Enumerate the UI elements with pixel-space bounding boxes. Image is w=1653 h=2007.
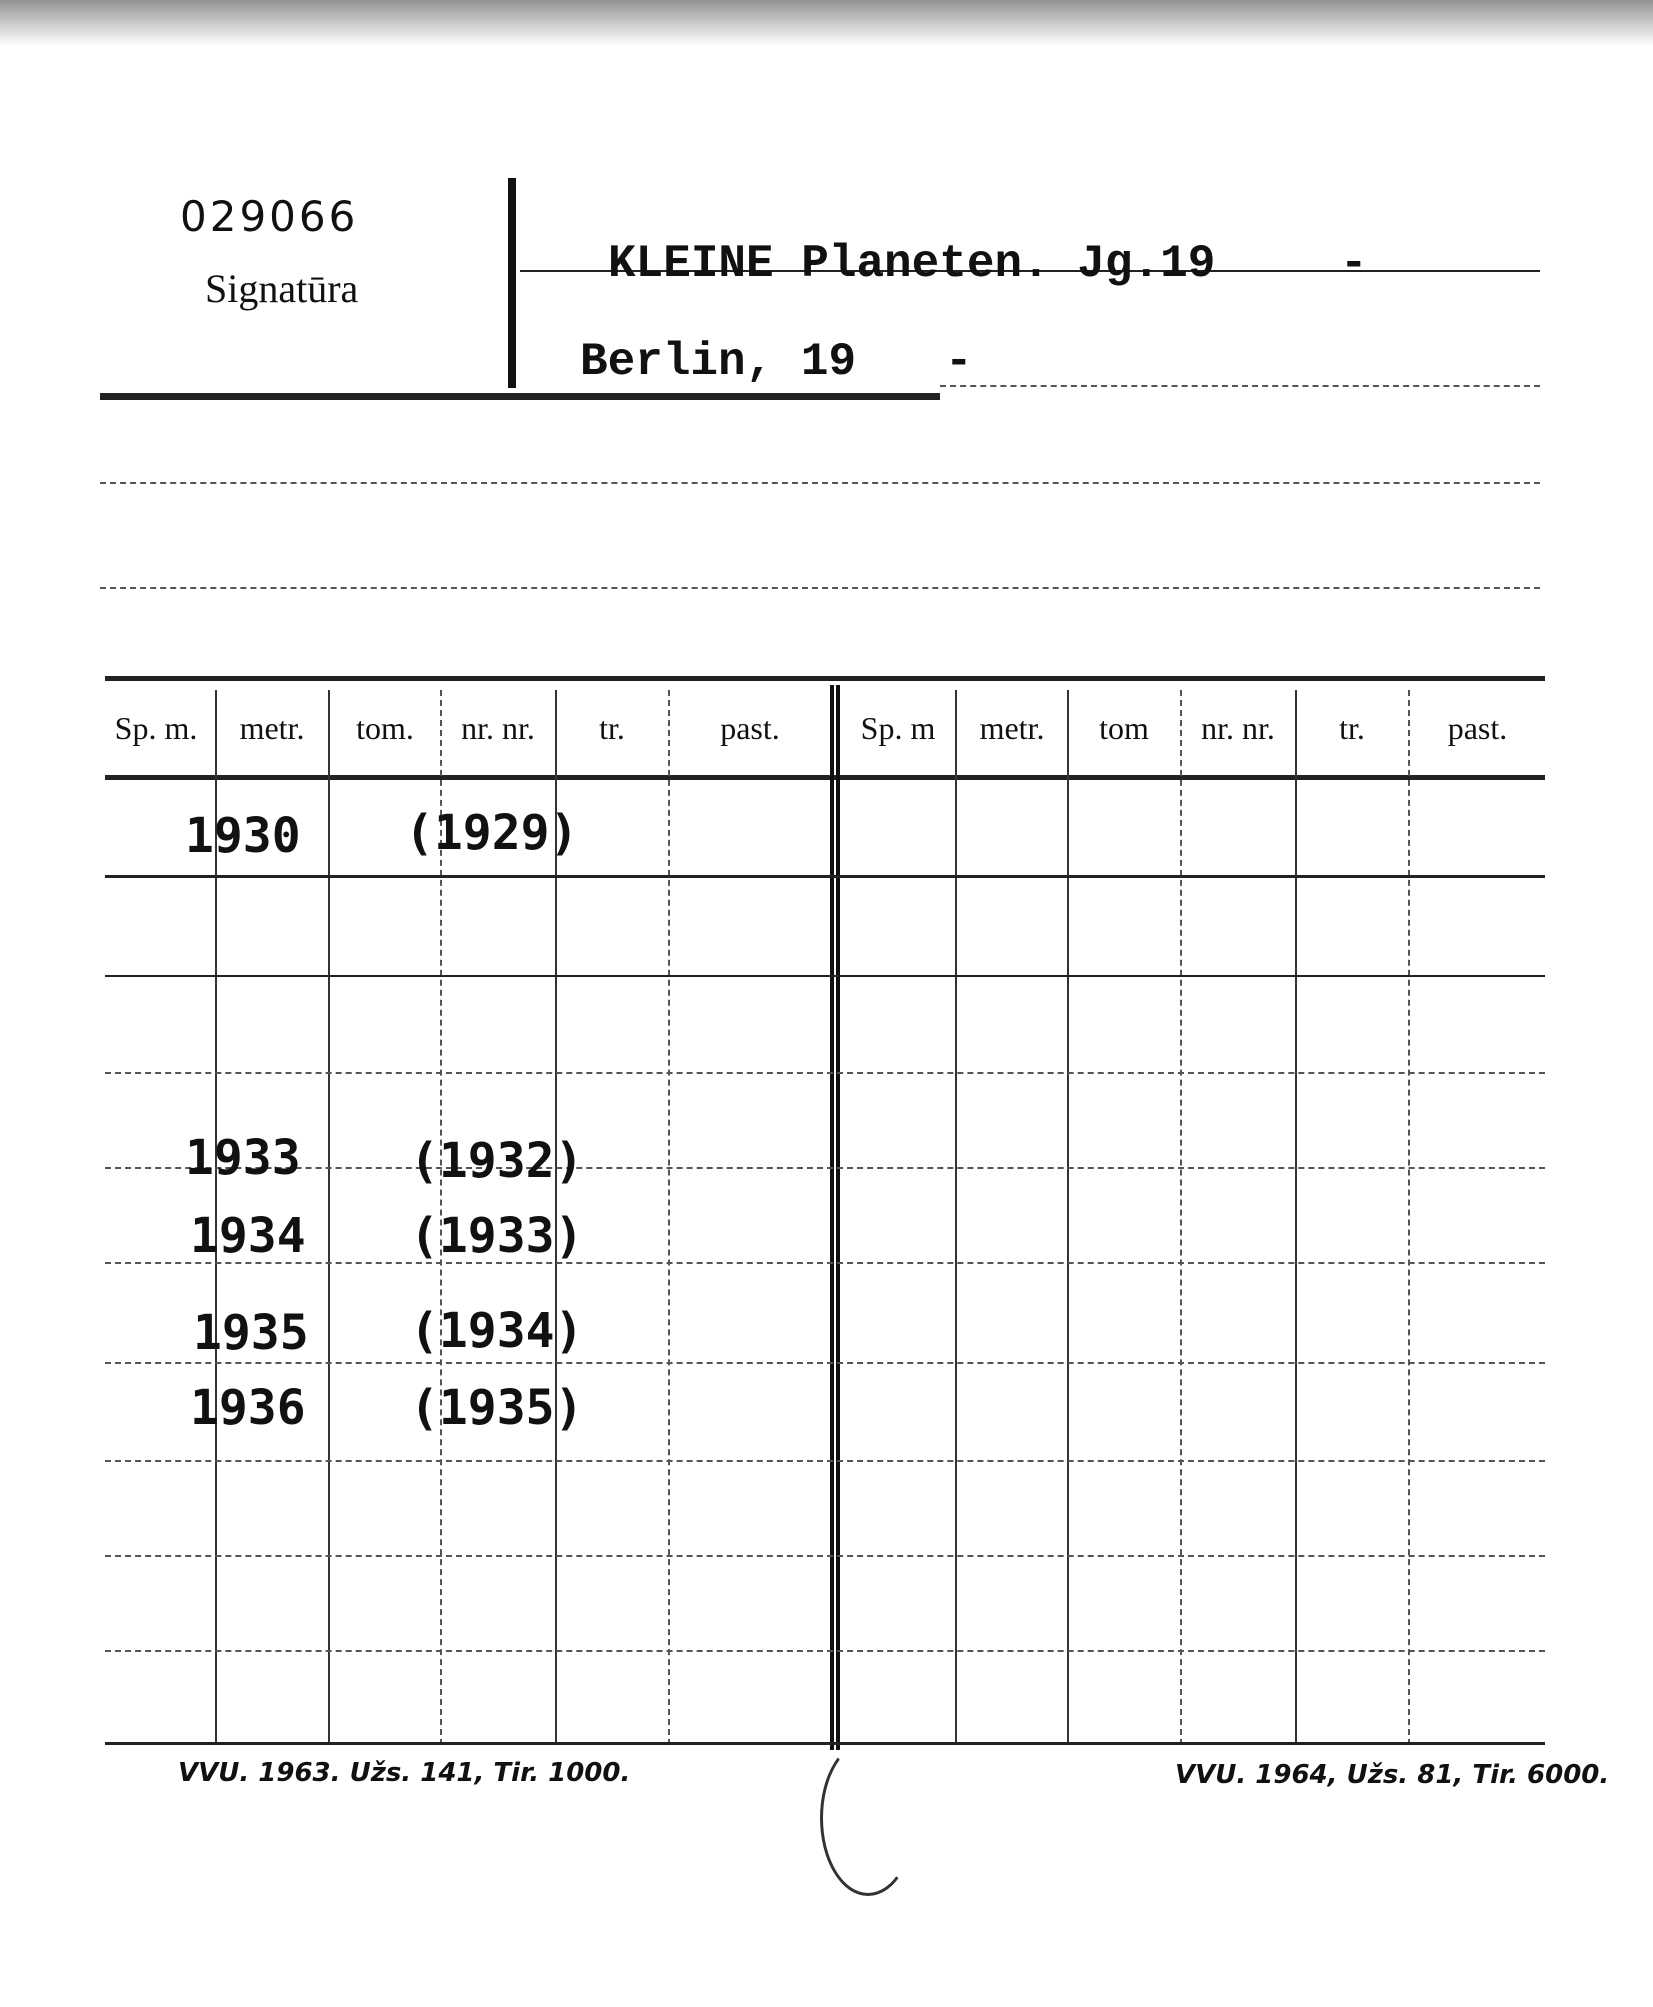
print-info-right: VVU. 1964, Užs. 81, Tir. 6000.	[1175, 1760, 1610, 1790]
header-spm: Sp. m.	[114, 710, 198, 746]
header-tr-right: tr.	[1339, 710, 1365, 746]
card-place-year: Berlin, 19	[580, 336, 857, 388]
header-nrnr: nr. nr.	[461, 710, 535, 746]
col-line	[328, 690, 330, 1745]
entry-year: 1934	[190, 1208, 306, 1264]
col-line	[668, 690, 670, 1745]
header-spm-right: Sp. m	[860, 710, 936, 746]
entry-year: 1936	[190, 1380, 306, 1436]
entry-volume: (1932)	[410, 1133, 584, 1189]
title-dash: -	[1340, 238, 1368, 290]
entry-year: 1930	[185, 808, 301, 864]
row-line	[105, 1555, 1545, 1557]
row-line	[105, 975, 1545, 977]
header-nrnr-right: nr. nr.	[1201, 710, 1275, 746]
col-line	[955, 690, 957, 1745]
card-title: KLEINE Planeten. Jg.19	[608, 238, 1216, 290]
col-line	[1180, 690, 1182, 1745]
place-dash: -	[945, 336, 973, 388]
scan-smudge	[0, 0, 1653, 46]
header-tom: tom.	[356, 710, 414, 746]
entry-year: 1933	[185, 1130, 301, 1186]
table-bottom-rule	[105, 1742, 1545, 1745]
row-line	[105, 1460, 1545, 1462]
header-rule-dashed	[940, 385, 1540, 387]
row-line	[105, 1262, 1545, 1264]
entry-volume: (1935)	[410, 1380, 584, 1436]
punch-hole-mark	[820, 1740, 916, 1896]
col-line	[1408, 690, 1410, 1745]
row-line	[105, 1167, 1545, 1169]
table-center-divider	[830, 685, 840, 1750]
col-line	[1295, 690, 1297, 1745]
row-line	[105, 1362, 1545, 1364]
entry-volume: (1933)	[410, 1208, 584, 1264]
header-rule	[100, 393, 940, 400]
entry-volume: (1929)	[405, 805, 579, 861]
signature-number: 029066	[180, 192, 359, 241]
signature-label: Signatūra	[205, 266, 359, 311]
entry-volume: (1934)	[410, 1303, 584, 1359]
header-metr: metr.	[239, 710, 305, 746]
table-top-rule	[105, 676, 1545, 681]
row-line	[105, 875, 1545, 878]
blank-line-1	[100, 482, 1540, 484]
row-line	[105, 1650, 1545, 1652]
signature-divider	[508, 178, 516, 388]
row-line	[105, 1072, 1545, 1074]
blank-line-2	[100, 587, 1540, 589]
header-past: past.	[720, 710, 780, 746]
table-header-rule	[105, 775, 1545, 780]
print-info-left: VVU. 1963. Užs. 141, Tir. 1000.	[178, 1758, 631, 1788]
header-tom-right: tom	[1099, 710, 1149, 746]
entry-year: 1935	[193, 1305, 309, 1361]
header-metr-right: metr.	[979, 710, 1045, 746]
col-line	[1067, 690, 1069, 1745]
header-past-right: past.	[1447, 710, 1508, 746]
header-tr: tr.	[599, 710, 625, 746]
